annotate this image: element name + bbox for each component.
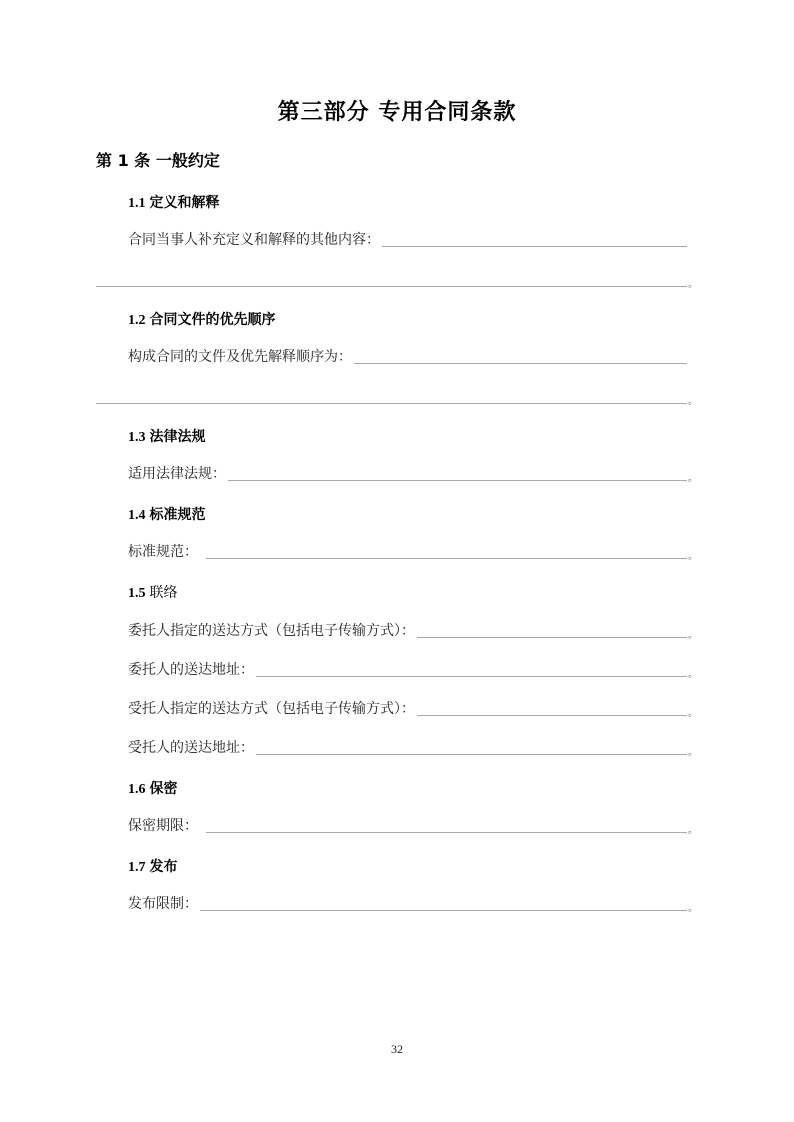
field-supplementary-definitions-continued	[96, 270, 698, 290]
field-applicable-laws	[128, 464, 698, 484]
field-label: 标准规范：	[128, 544, 198, 560]
document-priority-input-continued[interactable]	[96, 403, 687, 404]
section-heading-1-2	[128, 309, 276, 329]
section-number: 1.4	[128, 508, 146, 523]
section-title: 合同文件的优先顺序	[149, 312, 276, 328]
supplementary-definitions-input[interactable]	[382, 246, 687, 247]
field-label: 合同当事人补充定义和解释的其他内容：	[128, 232, 380, 248]
field-publication-restrictions	[128, 894, 698, 914]
field-standards	[128, 542, 698, 562]
section-heading-1-3	[128, 426, 206, 446]
field-label: 受托人的送达地址：	[128, 740, 254, 756]
end-mark: 。	[688, 708, 698, 719]
document-priority-input[interactable]	[354, 363, 687, 364]
field-label: 发布限制：	[128, 896, 198, 912]
section-heading-1-6	[128, 778, 178, 798]
field-confidentiality-period	[128, 816, 698, 836]
end-mark: 。	[688, 825, 698, 836]
end-mark: 。	[688, 396, 698, 407]
field-contractor-delivery-address	[128, 738, 698, 758]
applicable-laws-input[interactable]	[228, 480, 687, 481]
page-number: 32	[391, 1042, 403, 1056]
section-number: 1.7	[128, 860, 146, 875]
section-heading-1-7	[128, 856, 178, 876]
section-title: 法律法规	[149, 429, 206, 445]
section-number: 1.2	[128, 313, 146, 328]
section-number: 1.1	[128, 196, 146, 211]
section-title: 定义和解释	[149, 195, 220, 211]
field-label: 委托人指定的送达方式（包括电子传输方式）：	[128, 623, 415, 639]
field-label: 受托人指定的送达方式（包括电子传输方式）：	[128, 701, 415, 717]
supplementary-definitions-input-continued[interactable]	[96, 286, 687, 287]
section-title: 发布	[149, 859, 178, 875]
section-heading-1-5	[128, 582, 178, 602]
section-title: 联络	[149, 585, 178, 601]
section-title: 标准规范	[149, 507, 206, 523]
page-title: 第三部分 专用合同条款	[277, 100, 517, 125]
client-delivery-address-input[interactable]	[256, 676, 687, 677]
field-label: 适用法律法规：	[128, 466, 226, 482]
section-title: 保密	[149, 781, 178, 797]
section-number: 1.3	[128, 430, 146, 445]
end-mark: 。	[688, 551, 698, 562]
section-number: 1.6	[128, 782, 146, 797]
field-label: 构成合同的文件及优先解释顺序为：	[128, 349, 352, 365]
end-mark: 。	[688, 630, 698, 641]
field-label: 委托人的送达地址：	[128, 662, 254, 678]
contractor-delivery-address-input[interactable]	[256, 754, 687, 755]
standards-input[interactable]	[206, 558, 687, 559]
end-mark: 。	[688, 279, 698, 290]
section-heading-1-4	[128, 504, 206, 524]
client-delivery-method-input[interactable]	[417, 637, 687, 638]
end-mark: 。	[688, 903, 698, 914]
confidentiality-period-input[interactable]	[206, 832, 687, 833]
field-label: 保密期限：	[128, 818, 198, 834]
field-client-delivery-method	[128, 621, 698, 641]
end-mark: 。	[688, 473, 698, 484]
end-mark: 。	[688, 747, 698, 758]
field-supplementary-definitions	[128, 230, 698, 250]
field-contractor-delivery-method	[128, 699, 698, 719]
article-title: 第 1 条 一般约定	[96, 151, 220, 170]
field-document-priority	[128, 347, 698, 367]
field-document-priority-continued	[96, 387, 698, 407]
section-number: 1.5	[128, 586, 146, 601]
contractor-delivery-method-input[interactable]	[417, 715, 687, 716]
end-mark: 。	[688, 669, 698, 680]
field-client-delivery-address	[128, 660, 698, 680]
section-heading-1-1	[128, 192, 220, 212]
publication-restrictions-input[interactable]	[200, 910, 687, 911]
